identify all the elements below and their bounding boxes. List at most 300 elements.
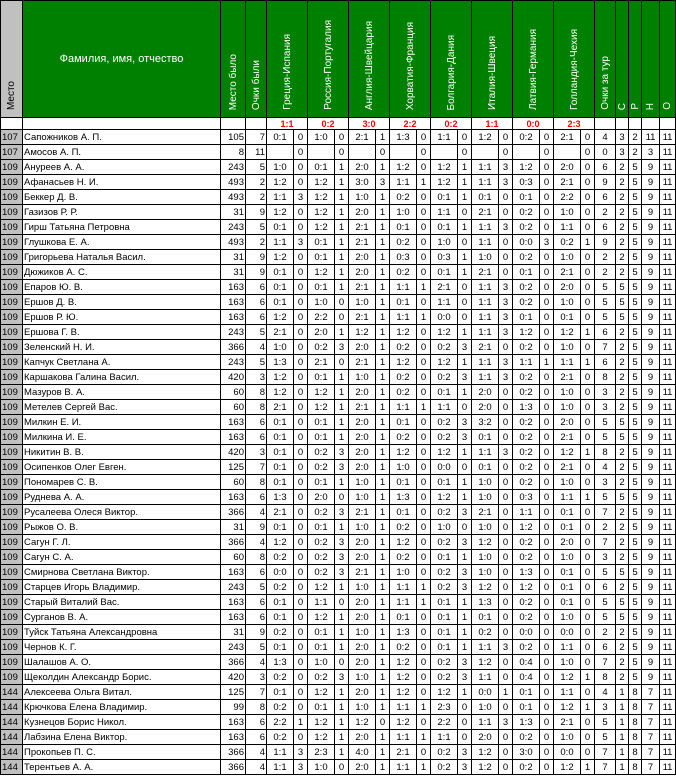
name-cell: Ершова Г. В. (23, 325, 221, 340)
prediction-cell (513, 145, 540, 160)
prediction-cell: 1:1 (390, 310, 417, 325)
prediction-cell: 1:2 (554, 325, 581, 340)
match-points-cell: 0 (540, 625, 554, 640)
name-cell: Капчук Светлана А. (23, 355, 221, 370)
stat-cell: 5 (616, 610, 629, 625)
prev-place-cell: 420 (221, 670, 246, 685)
match-points-cell: 0 (417, 640, 431, 655)
match-points-cell: 0 (417, 265, 431, 280)
name-cell: Смирнова Светлана Виктор. (23, 565, 221, 580)
header-match-label: Болгария-Дания (445, 34, 457, 110)
match-points-cell: 0 (499, 145, 513, 160)
prediction-cell (267, 145, 294, 160)
stat-cell: 11 (660, 355, 676, 370)
prediction-cell: 0:2 (431, 760, 458, 775)
match-points-cell: 0 (540, 685, 554, 700)
prediction-cell: 0:2 (513, 220, 540, 235)
prev-place-cell: 163 (221, 715, 246, 730)
match-points-cell: 1 (458, 385, 472, 400)
match-points-cell: 0 (376, 145, 390, 160)
match-points-cell: 0 (294, 445, 308, 460)
prediction-cell: 2:0 (554, 415, 581, 430)
stat-cell: 2 (616, 190, 629, 205)
place-cell: 109 (1, 385, 23, 400)
prediction-cell: 1:3 (472, 595, 499, 610)
prev-place-cell: 420 (221, 445, 246, 460)
prediction-cell: 2:1 (349, 310, 376, 325)
stat-cell: 5 (629, 505, 642, 520)
place-cell: 107 (1, 130, 23, 145)
prediction-cell: 1:0 (308, 655, 335, 670)
prediction-cell: 0:1 (390, 220, 417, 235)
match-points-cell: 1 (417, 280, 431, 295)
prediction-cell: 0:0 (513, 625, 540, 640)
header-stat-label: О (662, 102, 673, 110)
match-points-cell: 0 (294, 670, 308, 685)
prediction-cell: 0:1 (472, 610, 499, 625)
prediction-cell: 1:2 (308, 400, 335, 415)
stat-cell: 5 (629, 280, 642, 295)
stat-cell: 9 (642, 325, 660, 340)
match-points-cell: 0 (458, 145, 472, 160)
prev-points-cell: 3 (246, 370, 267, 385)
stat-cell: 2 (616, 400, 629, 415)
prediction-cell: 0:2 (308, 565, 335, 580)
prediction-cell: 0:1 (390, 505, 417, 520)
match-points-cell: 0 (335, 655, 349, 670)
stat-cell: 5 (629, 445, 642, 460)
place-cell: 144 (1, 700, 23, 715)
prev-points-cell: 11 (246, 145, 267, 160)
prediction-cell: 1:2 (308, 580, 335, 595)
stat-cell: 2 (616, 235, 629, 250)
prediction-cell: 1:1 (472, 160, 499, 175)
match-points-cell: 0 (540, 400, 554, 415)
prev-place-cell: 60 (221, 385, 246, 400)
match-points-cell: 0 (499, 565, 513, 580)
match-points-cell: 1 (376, 400, 390, 415)
prediction-cell: 0:1 (390, 610, 417, 625)
match-points-cell: 0 (294, 325, 308, 340)
stat-cell: 5 (616, 595, 629, 610)
prediction-cell: 2:1 (554, 265, 581, 280)
prev-place-cell: 60 (221, 400, 246, 415)
table-row (1, 580, 676, 595)
stat-cell: 9 (642, 385, 660, 400)
prediction-cell: 1:0 (349, 580, 376, 595)
prediction-cell: 1:2 (390, 445, 417, 460)
prev-points-cell: 7 (246, 130, 267, 145)
stat-cell: 2 (616, 340, 629, 355)
name-cell: Крючкова Елена Владимир. (23, 700, 221, 715)
match-points-cell: 0 (540, 760, 554, 775)
match-points-cell: 0 (417, 490, 431, 505)
table-row (1, 130, 676, 145)
match-points-cell: 0 (540, 535, 554, 550)
match-points-cell: 1 (417, 175, 431, 190)
place-cell: 109 (1, 160, 23, 175)
prev-place-cell: 366 (221, 745, 246, 760)
match-points-cell: 0 (294, 280, 308, 295)
tour-points-cell: 6 (595, 160, 616, 175)
match-result: 0:2 (431, 118, 472, 130)
stat-cell: 5 (629, 265, 642, 280)
header-stat-label: Н (645, 102, 656, 110)
match-points-cell: 3 (294, 745, 308, 760)
stat-cell: 2 (629, 145, 642, 160)
prev-points-cell: 3 (246, 445, 267, 460)
results-blank (660, 118, 676, 130)
prediction-cell: 1:2 (267, 175, 294, 190)
prediction-cell: 1:2 (308, 175, 335, 190)
table-row (1, 550, 676, 565)
prev-place-cell: 105 (221, 130, 246, 145)
prev-points-cell: 2 (246, 175, 267, 190)
match-points-cell: 0 (581, 205, 595, 220)
prev-place-cell: 366 (221, 760, 246, 775)
header-match (349, 1, 390, 118)
name-cell: Туйск Татьяна Александровна (23, 625, 221, 640)
match-points-cell: 0 (294, 730, 308, 745)
match-points-cell: 0 (499, 595, 513, 610)
prev-points-cell: 4 (246, 505, 267, 520)
header-prev-place-label: Место было (227, 53, 239, 110)
prediction-cell: 1:1 (554, 490, 581, 505)
place-cell: 109 (1, 670, 23, 685)
name-cell: Метелев Сергей Вас. (23, 400, 221, 415)
match-points-cell: 0 (540, 175, 554, 190)
prediction-cell: 1:3 (390, 625, 417, 640)
stat-cell: 5 (629, 355, 642, 370)
table-row (1, 310, 676, 325)
prev-points-cell: 5 (246, 580, 267, 595)
prediction-cell: 1:1 (390, 580, 417, 595)
prediction-cell: 1:2 (472, 535, 499, 550)
stat-cell: 11 (660, 505, 676, 520)
header-stat (642, 1, 660, 118)
stat-cell: 5 (629, 460, 642, 475)
stat-cell: 5 (629, 220, 642, 235)
table-row (1, 400, 676, 415)
prev-points-cell: 5 (246, 160, 267, 175)
prediction-cell: 0:1 (308, 625, 335, 640)
stat-cell: 5 (616, 565, 629, 580)
match-points-cell: 1 (335, 430, 349, 445)
match-points-cell: 0 (499, 580, 513, 595)
match-points-cell: 0 (499, 475, 513, 490)
tour-points-cell: 9 (595, 235, 616, 250)
match-points-cell: 0 (581, 265, 595, 280)
match-points-cell: 0 (540, 475, 554, 490)
prediction-cell: 1:2 (554, 445, 581, 460)
prediction-cell: 0:0 (554, 745, 581, 760)
match-points-cell: 0 (499, 625, 513, 640)
prediction-cell: 1:0 (554, 730, 581, 745)
stat-cell: 11 (660, 520, 676, 535)
prediction-cell: 0:2 (308, 505, 335, 520)
tour-points-cell: 3 (595, 550, 616, 565)
name-cell: Кузнецов Борис Никол. (23, 715, 221, 730)
prediction-cell: 0:2 (513, 370, 540, 385)
match-points-cell: 0 (581, 130, 595, 145)
stat-cell: 5 (629, 310, 642, 325)
place-cell: 109 (1, 655, 23, 670)
prev-place-cell: 493 (221, 235, 246, 250)
match-points-cell: 0 (335, 490, 349, 505)
match-points-cell: 0 (458, 730, 472, 745)
results-blank (642, 118, 660, 130)
prediction-cell: 1:2 (308, 730, 335, 745)
match-points-cell: 0 (540, 250, 554, 265)
place-cell: 109 (1, 340, 23, 355)
match-points-cell: 1 (376, 580, 390, 595)
table-row (1, 280, 676, 295)
prediction-cell: 0:1 (513, 190, 540, 205)
prediction-cell: 2:0 (554, 160, 581, 175)
match-points-cell: 0 (294, 550, 308, 565)
match-result: 1:1 (267, 118, 308, 130)
match-points-cell: 1 (335, 220, 349, 235)
match-points-cell: 1 (376, 610, 390, 625)
match-points-cell: 0 (335, 295, 349, 310)
prediction-cell: 2:0 (349, 415, 376, 430)
prediction-cell: 0:1 (431, 190, 458, 205)
name-cell: Григорьева Наталья Васил. (23, 250, 221, 265)
match-result: 3:0 (349, 118, 390, 130)
prediction-cell: 0:2 (472, 625, 499, 640)
prev-place-cell: 243 (221, 325, 246, 340)
stat-cell: 5 (616, 415, 629, 430)
stat-cell: 2 (616, 160, 629, 175)
match-points-cell: 1 (376, 220, 390, 235)
place-cell: 109 (1, 295, 23, 310)
place-cell: 109 (1, 490, 23, 505)
match-points-cell: 1 (581, 760, 595, 775)
name-cell: Терентьев А. А. (23, 760, 221, 775)
prediction-cell: 1:1 (390, 175, 417, 190)
results-row (1, 118, 676, 130)
stat-cell: 5 (616, 430, 629, 445)
stat-cell: 5 (629, 550, 642, 565)
prediction-cell: 0:2 (431, 655, 458, 670)
prev-points-cell: 6 (246, 490, 267, 505)
match-points-cell: 0 (417, 550, 431, 565)
match-points-cell: 0 (294, 265, 308, 280)
match-points-cell: 1 (376, 700, 390, 715)
stat-cell: 11 (660, 445, 676, 460)
stat-cell: 8 (629, 685, 642, 700)
prev-points-cell: 5 (246, 355, 267, 370)
prediction-cell: 1:0 (554, 340, 581, 355)
prediction-cell: 1:2 (349, 715, 376, 730)
prediction-cell: 3:2 (472, 415, 499, 430)
match-points-cell: 0 (499, 385, 513, 400)
prev-place-cell: 125 (221, 460, 246, 475)
prev-points-cell: 5 (246, 325, 267, 340)
prediction-cell: 4:0 (349, 745, 376, 760)
stat-cell: 9 (642, 475, 660, 490)
match-points-cell: 3 (294, 760, 308, 775)
header-match (513, 1, 554, 118)
prediction-cell: 1:0 (554, 475, 581, 490)
match-points-cell: 1 (335, 190, 349, 205)
match-points-cell: 0 (417, 205, 431, 220)
match-points-cell: 0 (499, 730, 513, 745)
match-points-cell: 1 (376, 655, 390, 670)
tour-points-cell: 2 (595, 205, 616, 220)
prediction-cell: 1:2 (472, 580, 499, 595)
match-points-cell: 3 (458, 505, 472, 520)
place-cell: 109 (1, 415, 23, 430)
stat-cell: 5 (629, 175, 642, 190)
stat-cell: 9 (642, 490, 660, 505)
header-stat-label: С (617, 102, 628, 110)
match-points-cell: 0 (335, 310, 349, 325)
match-points-cell: 0 (540, 325, 554, 340)
match-points-cell: 0 (540, 295, 554, 310)
results-blank (246, 118, 267, 130)
match-points-cell: 0 (499, 235, 513, 250)
prediction-cell: 0:2 (308, 340, 335, 355)
table-row (1, 190, 676, 205)
prediction-cell: 0:1 (308, 700, 335, 715)
prediction-cell: 1:2 (267, 535, 294, 550)
prediction-cell: 0:1 (431, 610, 458, 625)
match-points-cell: 0 (417, 460, 431, 475)
match-points-cell: 1 (376, 235, 390, 250)
prediction-cell: 2:1 (390, 745, 417, 760)
prediction-cell: 0:4 (513, 655, 540, 670)
prediction-cell: 0:1 (431, 385, 458, 400)
stat-cell: 9 (642, 310, 660, 325)
match-points-cell: 3 (294, 190, 308, 205)
stat-cell: 9 (642, 295, 660, 310)
match-points-cell: 1 (335, 730, 349, 745)
match-points-cell: 1 (458, 550, 472, 565)
match-points-cell: 1 (376, 205, 390, 220)
prediction-cell: 0:3 (513, 490, 540, 505)
prediction-cell: 2:1 (554, 370, 581, 385)
prediction-cell: 0:1 (267, 415, 294, 430)
stat-cell: 8 (629, 745, 642, 760)
prediction-cell: 0:1 (431, 625, 458, 640)
header-match-label: Хорватия-Франция (404, 21, 416, 110)
match-points-cell: 0 (581, 385, 595, 400)
stat-cell: 11 (660, 220, 676, 235)
prediction-cell: 1:1 (431, 295, 458, 310)
match-points-cell: 1 (376, 490, 390, 505)
prev-place-cell: 243 (221, 580, 246, 595)
prediction-cell: 2:0 (349, 730, 376, 745)
match-points-cell: 3 (499, 160, 513, 175)
prediction-cell: 2:0 (472, 400, 499, 415)
prediction-cell: 0:2 (308, 535, 335, 550)
prev-place-cell: 243 (221, 160, 246, 175)
stat-cell: 11 (660, 715, 676, 730)
match-points-cell: 1 (376, 325, 390, 340)
match-points-cell: 0 (417, 415, 431, 430)
match-points-cell: 1 (376, 430, 390, 445)
match-points-cell: 3 (458, 370, 472, 385)
prediction-cell: 0:1 (308, 520, 335, 535)
prediction-cell: 0:1 (267, 640, 294, 655)
match-points-cell: 0 (499, 670, 513, 685)
match-points-cell: 0 (417, 130, 431, 145)
prev-points-cell: 6 (246, 295, 267, 310)
prediction-cell: 2:1 (554, 430, 581, 445)
match-points-cell: 0 (294, 130, 308, 145)
prediction-cell: 1:3 (390, 130, 417, 145)
match-points-cell: 3 (499, 445, 513, 460)
prev-points-cell: 3 (246, 670, 267, 685)
table-row (1, 670, 676, 685)
prediction-cell: 0:2 (513, 610, 540, 625)
prediction-cell: 0:1 (513, 700, 540, 715)
match-points-cell: 1 (376, 685, 390, 700)
table-row (1, 700, 676, 715)
name-cell: Щеколдин Александр Борис. (23, 670, 221, 685)
prediction-cell: 2:1 (554, 175, 581, 190)
prediction-cell: 0:1 (267, 475, 294, 490)
header-prev-points-label: Очки были (250, 59, 262, 110)
prediction-cell: 0:1 (308, 475, 335, 490)
match-points-cell: 1 (458, 355, 472, 370)
table-row (1, 490, 676, 505)
match-points-cell: 0 (294, 205, 308, 220)
match-points-cell: 0 (294, 340, 308, 355)
match-points-cell: 0 (581, 580, 595, 595)
match-points-cell: 0 (458, 130, 472, 145)
prediction-cell: 1:2 (390, 535, 417, 550)
match-points-cell: 1 (335, 400, 349, 415)
match-points-cell: 0 (499, 745, 513, 760)
prediction-cell: 0:2 (267, 730, 294, 745)
prev-place-cell: 60 (221, 475, 246, 490)
prediction-cell: 1:0 (308, 760, 335, 775)
prev-place-cell: 366 (221, 655, 246, 670)
prev-place-cell: 99 (221, 700, 246, 715)
stat-cell: 11 (660, 535, 676, 550)
prev-place-cell: 8 (221, 145, 246, 160)
match-points-cell: 1 (376, 295, 390, 310)
match-points-cell: 0 (540, 430, 554, 445)
prediction-cell: 0:1 (267, 610, 294, 625)
prediction-cell: 1:1 (390, 700, 417, 715)
prediction-cell: 2:0 (349, 430, 376, 445)
match-points-cell: 0 (499, 400, 513, 415)
stat-cell: 2 (616, 250, 629, 265)
tour-points-cell: 7 (595, 655, 616, 670)
stat-cell: 5 (629, 670, 642, 685)
stat-cell: 11 (660, 670, 676, 685)
stat-cell: 2 (616, 625, 629, 640)
prediction-cell: 1:1 (472, 445, 499, 460)
match-points-cell: 0 (294, 640, 308, 655)
tour-points-cell: 4 (595, 460, 616, 475)
prediction-cell: 0:1 (554, 520, 581, 535)
match-points-cell: 0 (417, 475, 431, 490)
match-points-cell: 0 (499, 655, 513, 670)
header-tour-points (595, 1, 616, 118)
stat-cell: 5 (616, 280, 629, 295)
prediction-cell: 1:1 (390, 400, 417, 415)
stat-cell: 5 (629, 205, 642, 220)
header-prev-place (221, 1, 246, 118)
match-points-cell: 0 (581, 295, 595, 310)
match-points-cell: 0 (540, 490, 554, 505)
match-points-cell: 0 (294, 175, 308, 190)
match-points-cell: 3 (499, 295, 513, 310)
